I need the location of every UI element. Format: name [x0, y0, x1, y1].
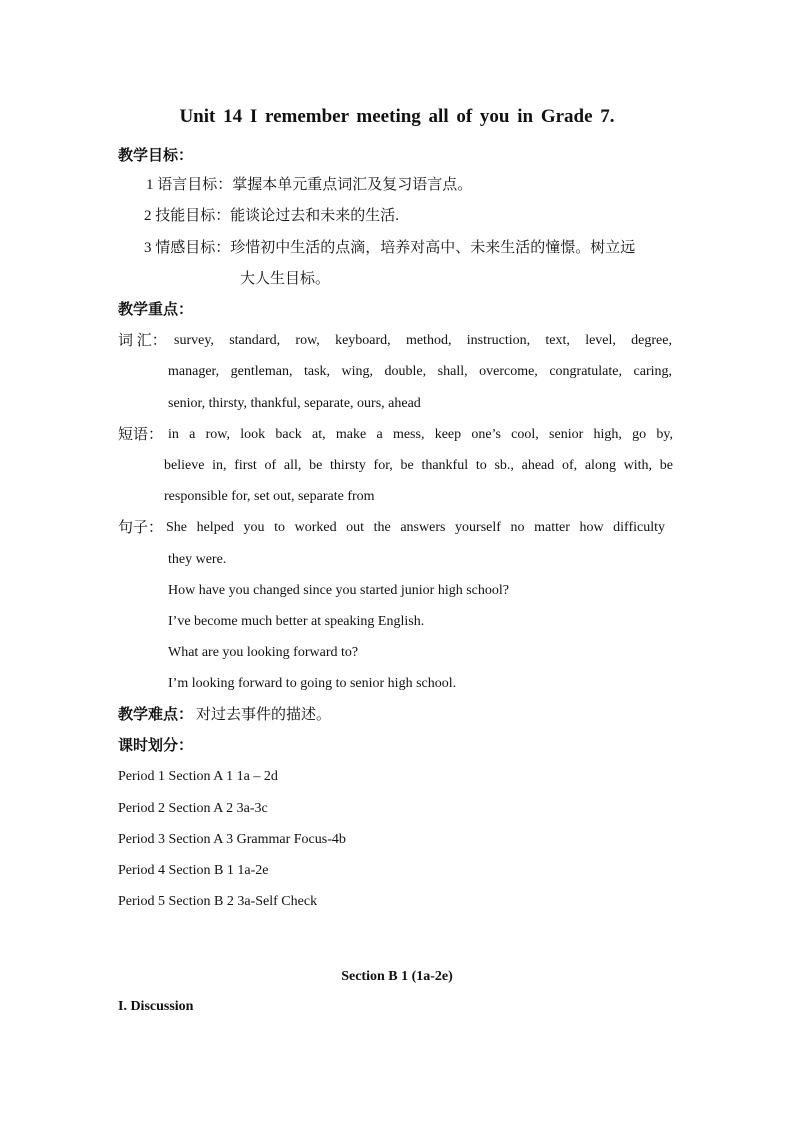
vocab-line: manager, gentleman, task, wing, double, shall, overcome, congratulate, caring, — [168, 364, 672, 379]
vocab-label: 词 汇： — [118, 333, 167, 349]
phrase-label: 短语： — [118, 427, 164, 443]
period-item: Period 2 Section A 2 3a-3c — [118, 801, 268, 816]
key-points-heading: 教学重点： — [118, 302, 194, 318]
sentence-line: they were. — [168, 552, 227, 567]
period-item: Period 4 Section B 1 1a-2e — [118, 863, 269, 878]
objective-language: 1 语言目标：掌握本单元重点词汇及复习语言点。 — [146, 177, 473, 193]
period-item: Period 1 Section A 1 1a – 2d — [118, 769, 278, 784]
sentence-line: What are you looking forward to? — [168, 645, 359, 660]
objective-skill: 2 技能目标：能谈论过去和未来的生活. — [144, 208, 400, 224]
vocab-line: senior, thirsty, thankful, separate, ours, ahead — [168, 396, 421, 411]
difficulty-text: 对过去事件的描述。 — [196, 707, 332, 723]
phrase-line: in a row, look back at, make a mess, keep one’s cool, senior high, go by, — [168, 427, 673, 442]
section-heading: Section B 1 (1a-2e) — [341, 969, 453, 984]
objective-emotion-cont: 大人生目标。 — [240, 271, 331, 287]
objective-emotion: 3 情感目标：珍惜初中生活的点滴，培养对高中、未来生活的憧憬。树立远 — [144, 240, 636, 256]
sentence-line: I’m looking forward to going to senior high school. — [168, 676, 457, 691]
sentence-label: 句子： — [118, 520, 164, 536]
objectives-heading: 教学目标： — [118, 148, 194, 164]
discussion-heading: I. Discussion — [118, 999, 194, 1014]
unit-title: Unit 14 I remember meeting all of you in Grade 7. — [179, 106, 615, 127]
difficulty-heading: 教学难点： — [118, 707, 194, 723]
period-item: Period 5 Section B 2 3a-Self Check — [118, 894, 318, 909]
period-item: Period 3 Section A 3 Grammar Focus-4b — [118, 832, 346, 847]
vocab-line: survey, standard, row, keyboard, method, instruction, text, level, degree, — [174, 333, 672, 348]
sentence-line: She helped you to worked out the answers yourself no matter how difficulty — [166, 520, 665, 535]
phrase-line: responsible for, set out, separate from — [164, 489, 375, 504]
periods-heading: 课时划分： — [118, 738, 194, 754]
sentence-line: I’ve become much better at speaking English. — [168, 614, 425, 629]
phrase-line: believe in, first of all, be thirsty for, be thankful to sb., ahead of, along with, be — [164, 458, 673, 473]
sentence-line: How have you changed since you started junior high school? — [168, 583, 509, 598]
